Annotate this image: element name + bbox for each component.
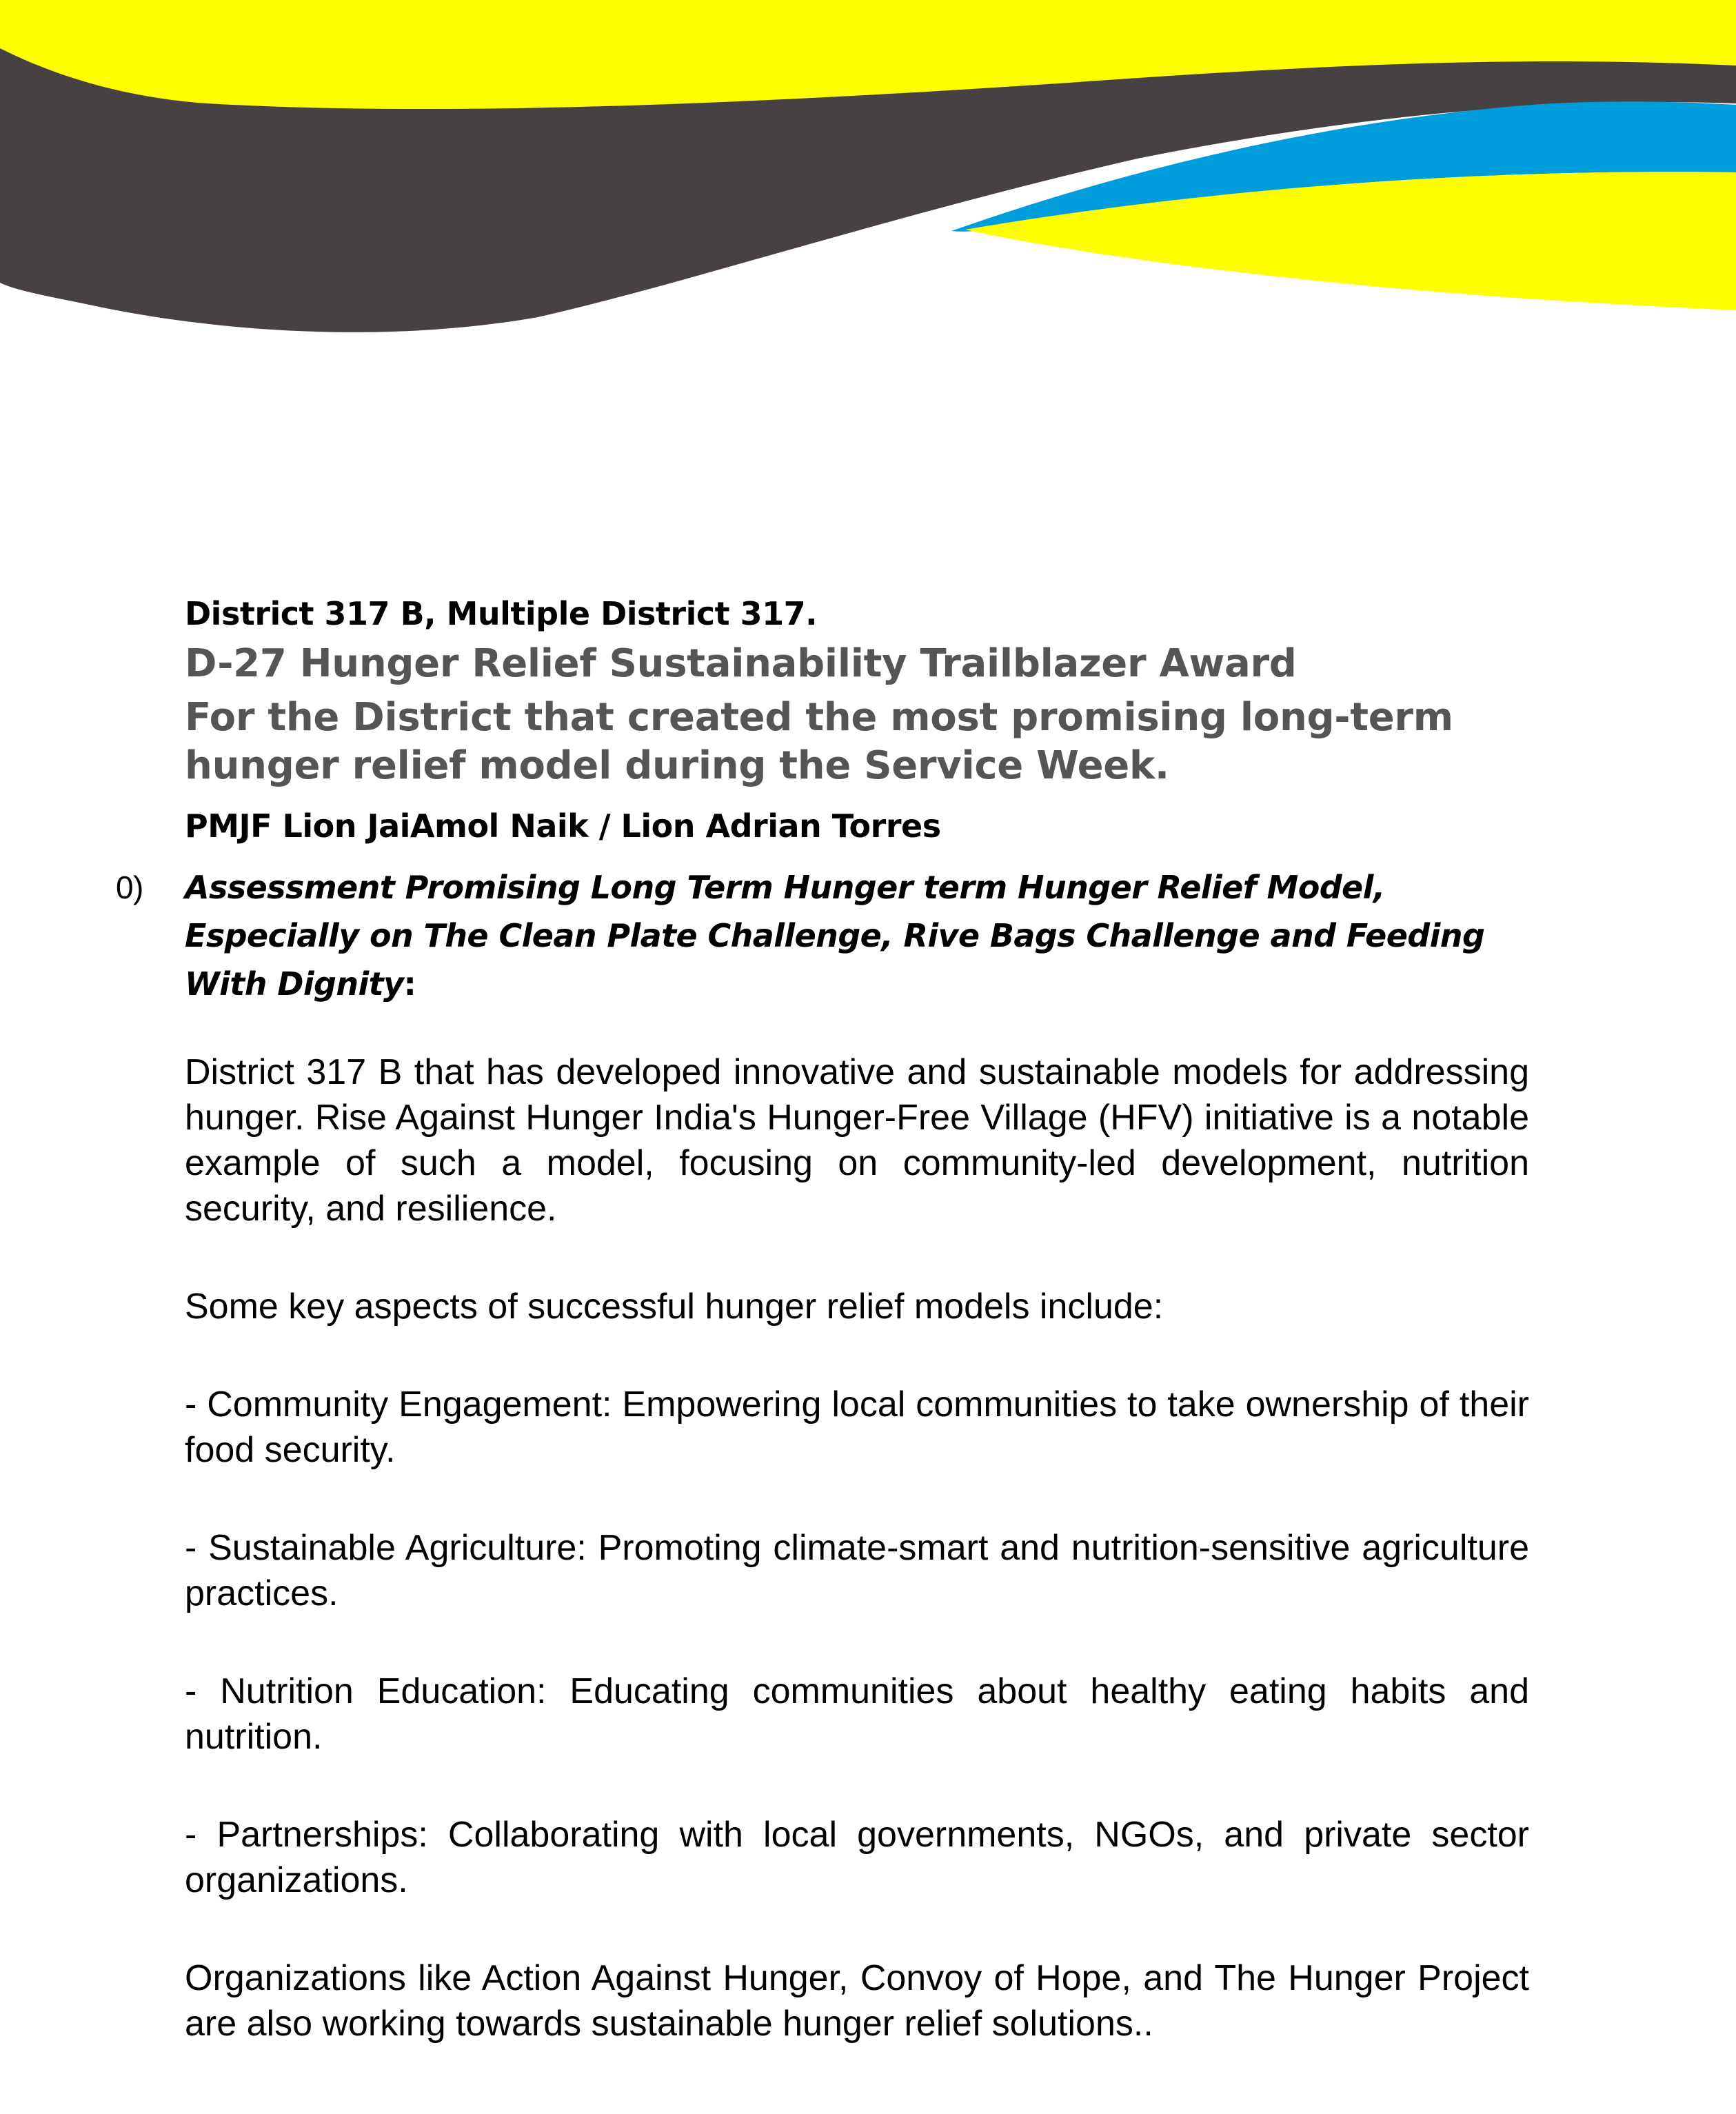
- award-description: For the District that created the most promising long-term hunger relief model during the Service Week.: [185, 695, 1453, 788]
- key-aspects-lead: Some key aspects of successful hunger relief models include:: [185, 1287, 1164, 1327]
- list-item: - Nutrition Education: Educating communities about healthy eating habits and nutrition.: [185, 1671, 1529, 1757]
- closing-paragraph: Organizations like Action Against Hunger, Convoy of Hope, and The Hunger Project are also working towards sustainable hunger relief solutions..: [185, 1958, 1529, 2044]
- intro-paragraph: District 317 B that has developed innovative and sustainable models for addressing hunger. Rise Against Hunger India's Hunger-Free Village (HFV) initiative is a notable example of such a model, focusing on community-led development, nutrition security, and resilience.: [185, 1052, 1529, 1229]
- list-marker: 0): [116, 869, 143, 905]
- list-item: - Community Engagement: Empowering local communities to take ownership of their food security.: [185, 1385, 1529, 1470]
- assessment-colon: :: [403, 965, 416, 1003]
- district-line: District 317 B, Multiple District 317.: [185, 595, 818, 632]
- list-item: - Sustainable Agriculture: Promoting climate-smart and nutrition-sensitive agriculture practices.: [185, 1528, 1529, 1613]
- document-body: [116, 593, 1529, 2046]
- award-title: D-27 Hunger Relief Sustainability Trailblazer Award: [185, 641, 1297, 686]
- chairpersons-line: PMJF Lion JaiAmol Naik / Lion Adrian Torres: [185, 807, 941, 845]
- list-item: - Partnerships: Collaborating with local governments, NGOs, and private sector organizations.: [185, 1815, 1529, 1900]
- assessment-heading: [116, 863, 1529, 1008]
- assessment-text: Assessment Promising Long Term Hunger term Hunger Relief Model, Especially on The Clean Plate Challenge, Rive Bags Challenge and Feeding With Dignity: [185, 869, 1485, 1003]
- header-wave-banner: [0, 0, 1736, 345]
